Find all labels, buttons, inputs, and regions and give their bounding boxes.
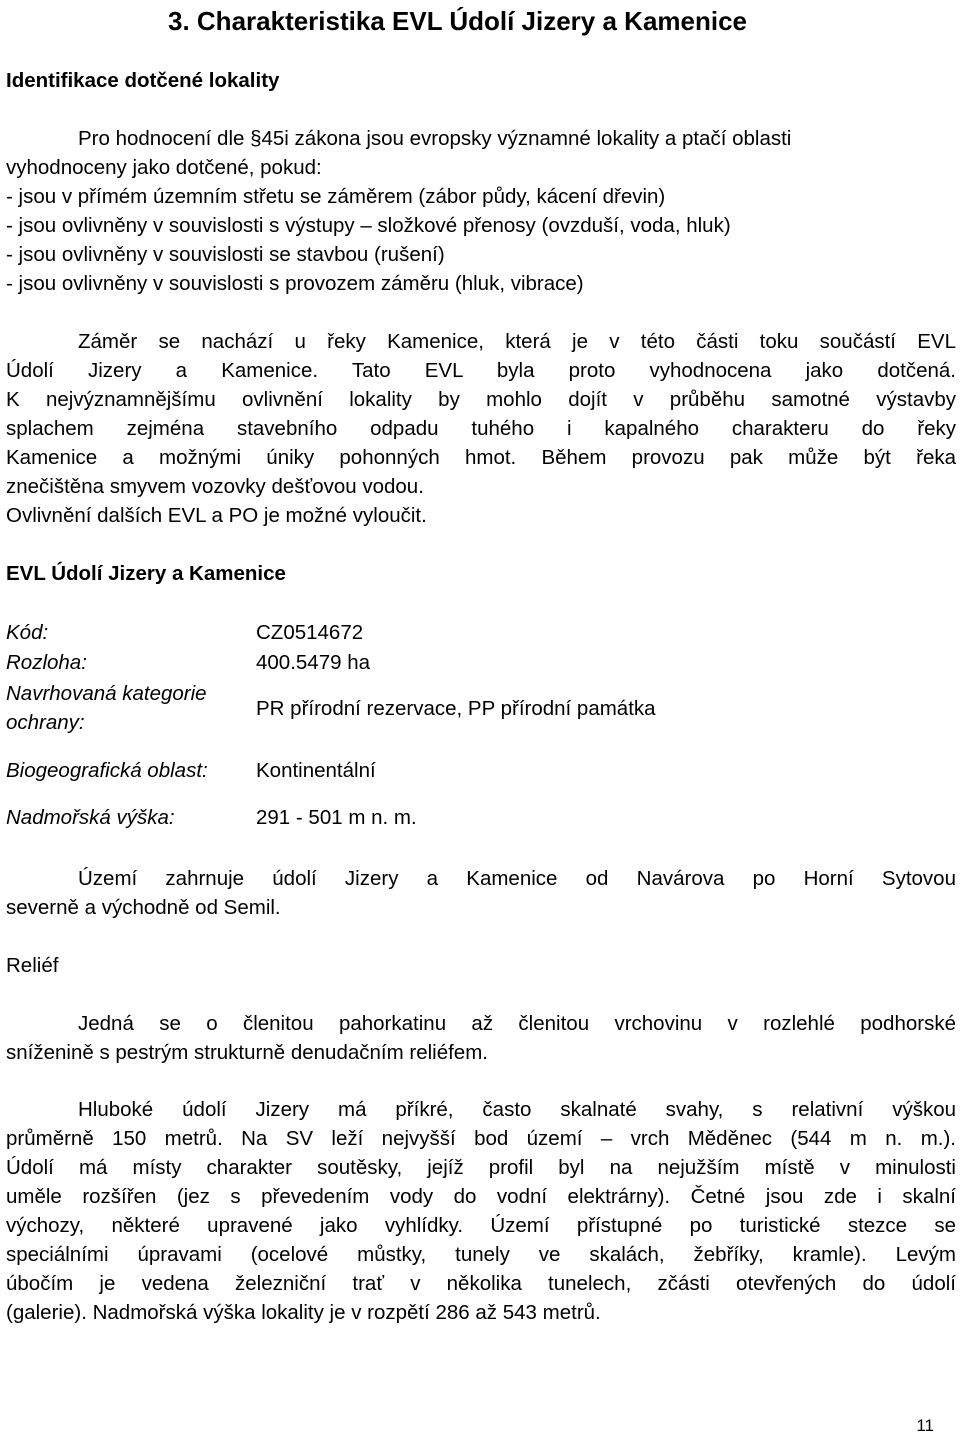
assessment-line: Ovlivnění dalších EVL a PO je možné vyloučit.	[6, 504, 427, 527]
relief-paragraph-1	[6, 1009, 956, 1067]
assessment-line: Údolí Jizery a Kamenice. Tato EVL byla proto vyhodnocena jako dotčená.	[6, 359, 956, 382]
relief-line: Jedná se o členitou pahorkatinu až členitou vrchovinu v rozlehlé podhorské	[78, 1012, 956, 1035]
intro-line: - jsou ovlivněny v souvislosti s výstupy – složkové přenosy (ovzduší, voda, hluk)	[6, 214, 731, 237]
relief-line: uměle rozšířen (jez s převedením vody do vodní elektrárny). Četné jsou zde i skalní	[6, 1185, 956, 1208]
assessment-line: K nejvýznamnějšímu ovlivnění lokality by mohlo dojít v průběhu samotné výstavby	[6, 388, 956, 411]
section-subtitle: Identifikace dotčené lokality	[6, 69, 280, 92]
evl-heading: EVL Údolí Jizery a Kamenice	[6, 562, 286, 585]
table-row	[6, 801, 656, 833]
area-value: 400.5479 ha	[256, 650, 371, 674]
relief-line: výchozy, některé upravené jako vyhlídky. Území přístupné po turistické stezce se	[6, 1214, 956, 1237]
area-label: Rozloha:	[6, 650, 87, 674]
table-row	[6, 617, 656, 647]
relief-line: (galerie). Nadmořská výška lokality je v rozpětí 286 až 543 metrů.	[6, 1301, 601, 1324]
intro-line: Pro hodnocení dle §45i zákona jsou evropsky významné lokality a ptačí oblasti	[78, 127, 792, 150]
relief-heading: Reliéf	[6, 954, 59, 977]
intro-paragraph	[6, 124, 956, 298]
assessment-line: splachem zejména stavebního odpadu tuhého i kapalného charakteru do řeky	[6, 417, 956, 440]
code-value: CZ0514672	[256, 620, 364, 644]
assessment-line: znečištěna smyvem vozovky dešťovou vodou.	[6, 475, 424, 498]
territory-paragraph	[6, 864, 956, 922]
relief-line: Hluboké údolí Jizery má příkré, často skalnaté svahy, s relativní výškou	[78, 1098, 956, 1121]
page-title: 3. Charakteristika EVL Údolí Jizery a Kamenice	[168, 6, 748, 36]
intro-line: - jsou ovlivněny v souvislosti s provozem záměru (hluk, vibrace)	[6, 272, 584, 295]
relief-line: sníženině s pestrým strukturně denudačním reliéfem.	[6, 1041, 488, 1064]
assessment-paragraph	[6, 327, 956, 530]
territory-line: severně a východně od Semil.	[6, 896, 281, 919]
assessment-line: Kamenice a možnými úniky pohonných hmot. Během provozu pak může být řeka	[6, 446, 956, 469]
page-number: 11	[916, 1416, 934, 1435]
intro-line: - jsou ovlivněny v souvislosti se stavbou (rušení)	[6, 243, 445, 266]
category-value: PR přírodní rezervace, PP přírodní památka	[256, 696, 656, 720]
evl-info-table	[6, 617, 656, 833]
biogeo-label: Biogeografická oblast:	[6, 758, 208, 782]
table-row	[6, 647, 656, 677]
relief-line: speciálními úpravami (ocelové můstky, tunely ve skalách, žebříky, kramle). Levým	[6, 1243, 956, 1266]
relief-paragraph-2	[6, 1095, 956, 1327]
relief-line: úbočím je vedena železniční trať v několika tunelech, zčásti otevřených do údolí	[6, 1272, 956, 1295]
altitude-value: 291 - 501 m n. m.	[256, 805, 417, 829]
assessment-line: Záměr se nachází u řeky Kamenice, která je v této části toku součástí EVL	[78, 330, 956, 353]
intro-line: - jsou v přímém územním střetu se záměrem (zábor půdy, kácení dřevin)	[6, 185, 666, 208]
altitude-label: Nadmořská výška:	[6, 805, 175, 829]
intro-line: vyhodnoceny jako dotčené, pokud:	[6, 156, 322, 179]
relief-line: průměrně 150 metrů. Na SV leží nejvyšší bod území – vrch Měděnec (544 m n. m.).	[6, 1127, 956, 1150]
category-label: Navrhovaná kategorie ochrany:	[6, 682, 207, 734]
table-row	[6, 677, 656, 739]
table-row	[6, 739, 656, 801]
relief-line: Údolí má místy charakter soutěsky, jejíž profil byl na nejužším místě v minulosti	[6, 1156, 956, 1179]
territory-line: Území zahrnuje údolí Jizery a Kamenice od Navárova po Horní Sytovou	[78, 867, 956, 890]
biogeo-value: Kontinentální	[256, 758, 376, 782]
code-label: Kód:	[6, 620, 49, 644]
